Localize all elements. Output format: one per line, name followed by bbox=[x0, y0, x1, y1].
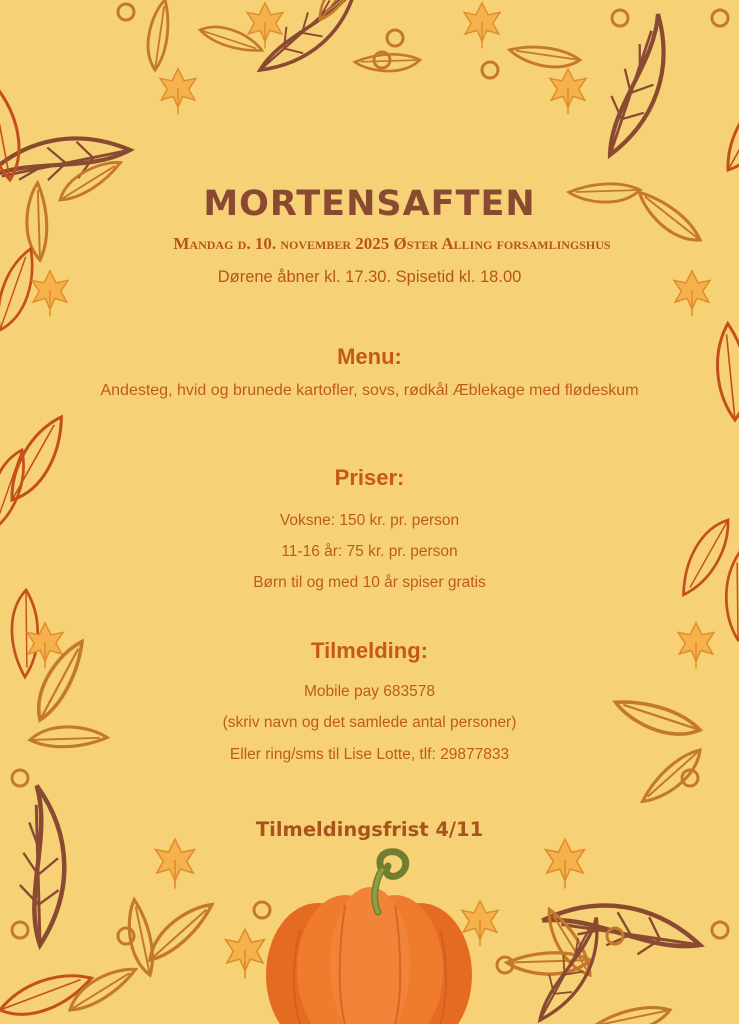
signup-line-contact: Eller ring/sms til Lise Lotte, tlf: 29877833 bbox=[229, 746, 510, 763]
event-times: Dørene åbner kl. 17.30. Spisetid kl. 18.00 bbox=[217, 268, 522, 286]
event-date-location: Mandag d. 10. november 2025 Øster Alling forsamlingshus bbox=[173, 234, 611, 253]
signup-line-mobilepay: Mobile pay 683578 bbox=[304, 683, 435, 700]
event-title: MORTENSAFTEN bbox=[203, 184, 536, 224]
signup-heading: Tilmelding: bbox=[311, 638, 428, 663]
prices-heading: Priser: bbox=[334, 465, 405, 490]
menu-text: Andesteg, hvid og brunede kartofler, sovs, rødkål Æblekage med flødeskum bbox=[100, 382, 639, 399]
price-line-adults: Voksne: 150 kr. pr. person bbox=[279, 512, 460, 529]
price-line-youth: 11-16 år: 75 kr. pr. person bbox=[281, 543, 458, 560]
price-line-children: Børn til og med 10 år spiser gratis bbox=[253, 574, 486, 591]
signup-deadline: Tilmeldingsfrist 4/11 bbox=[255, 818, 484, 841]
signup-line-instructions: (skriv navn og det samlede antal personer) bbox=[222, 714, 517, 731]
menu-heading: Menu: bbox=[337, 344, 402, 369]
